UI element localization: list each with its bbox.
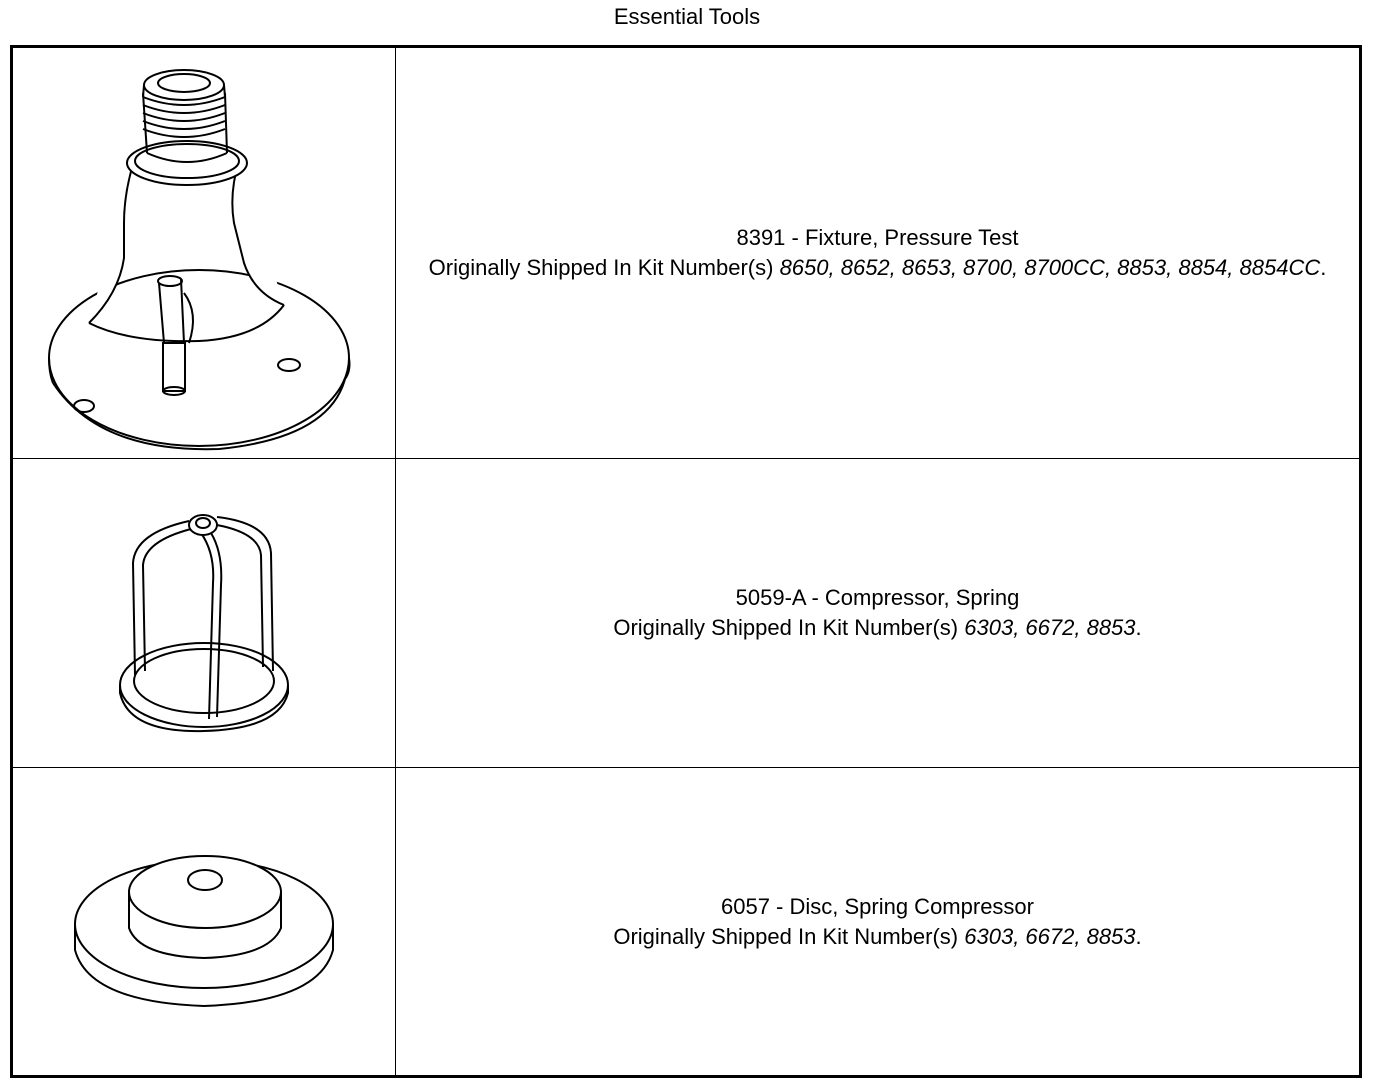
- table-row: [12, 459, 1361, 768]
- tools-table: [10, 45, 1362, 1078]
- kit-suffix: .: [1320, 255, 1327, 281]
- kit-prefix: Originally Shipped In Kit Number(s): [613, 923, 965, 949]
- tool-image-cell: [12, 768, 396, 1077]
- tool-name: 8391 - Fixture, Pressure Test: [736, 225, 1019, 251]
- compressor-disc-icon: [69, 832, 339, 1012]
- table-row: [12, 768, 1361, 1077]
- page-title: Essential Tools: [613, 4, 761, 29]
- kit-suffix: .: [1135, 923, 1142, 949]
- spring-compressor-icon: [109, 493, 299, 733]
- kit-numbers: 8650, 8652, 8653, 8700, 8700CC, 8853, 8854, 8854CC: [779, 255, 1321, 281]
- table-row: [12, 47, 1361, 459]
- tool-name: 6057 - Disc, Spring Compressor: [720, 893, 1034, 919]
- kit-prefix: Originally Shipped In Kit Number(s): [613, 615, 965, 641]
- tool-name: 5059-A - Compressor, Spring: [735, 585, 1020, 611]
- tool-description-cell: [396, 47, 1361, 459]
- tool-kits: [416, 922, 1339, 952]
- tool-description-cell: [396, 768, 1361, 1077]
- tool-kits: [416, 613, 1339, 643]
- tool-image-cell: [12, 47, 396, 459]
- tool-kits: [416, 253, 1339, 283]
- tool-image-cell: [12, 459, 396, 768]
- pressure-test-fixture-icon: [39, 53, 369, 453]
- kit-numbers: 6303, 6672, 8853: [964, 615, 1136, 641]
- kit-numbers: 6303, 6672, 8853: [964, 923, 1136, 949]
- kit-prefix: Originally Shipped In Kit Number(s): [428, 255, 780, 281]
- kit-suffix: .: [1135, 615, 1142, 641]
- tool-description-cell: [396, 459, 1361, 768]
